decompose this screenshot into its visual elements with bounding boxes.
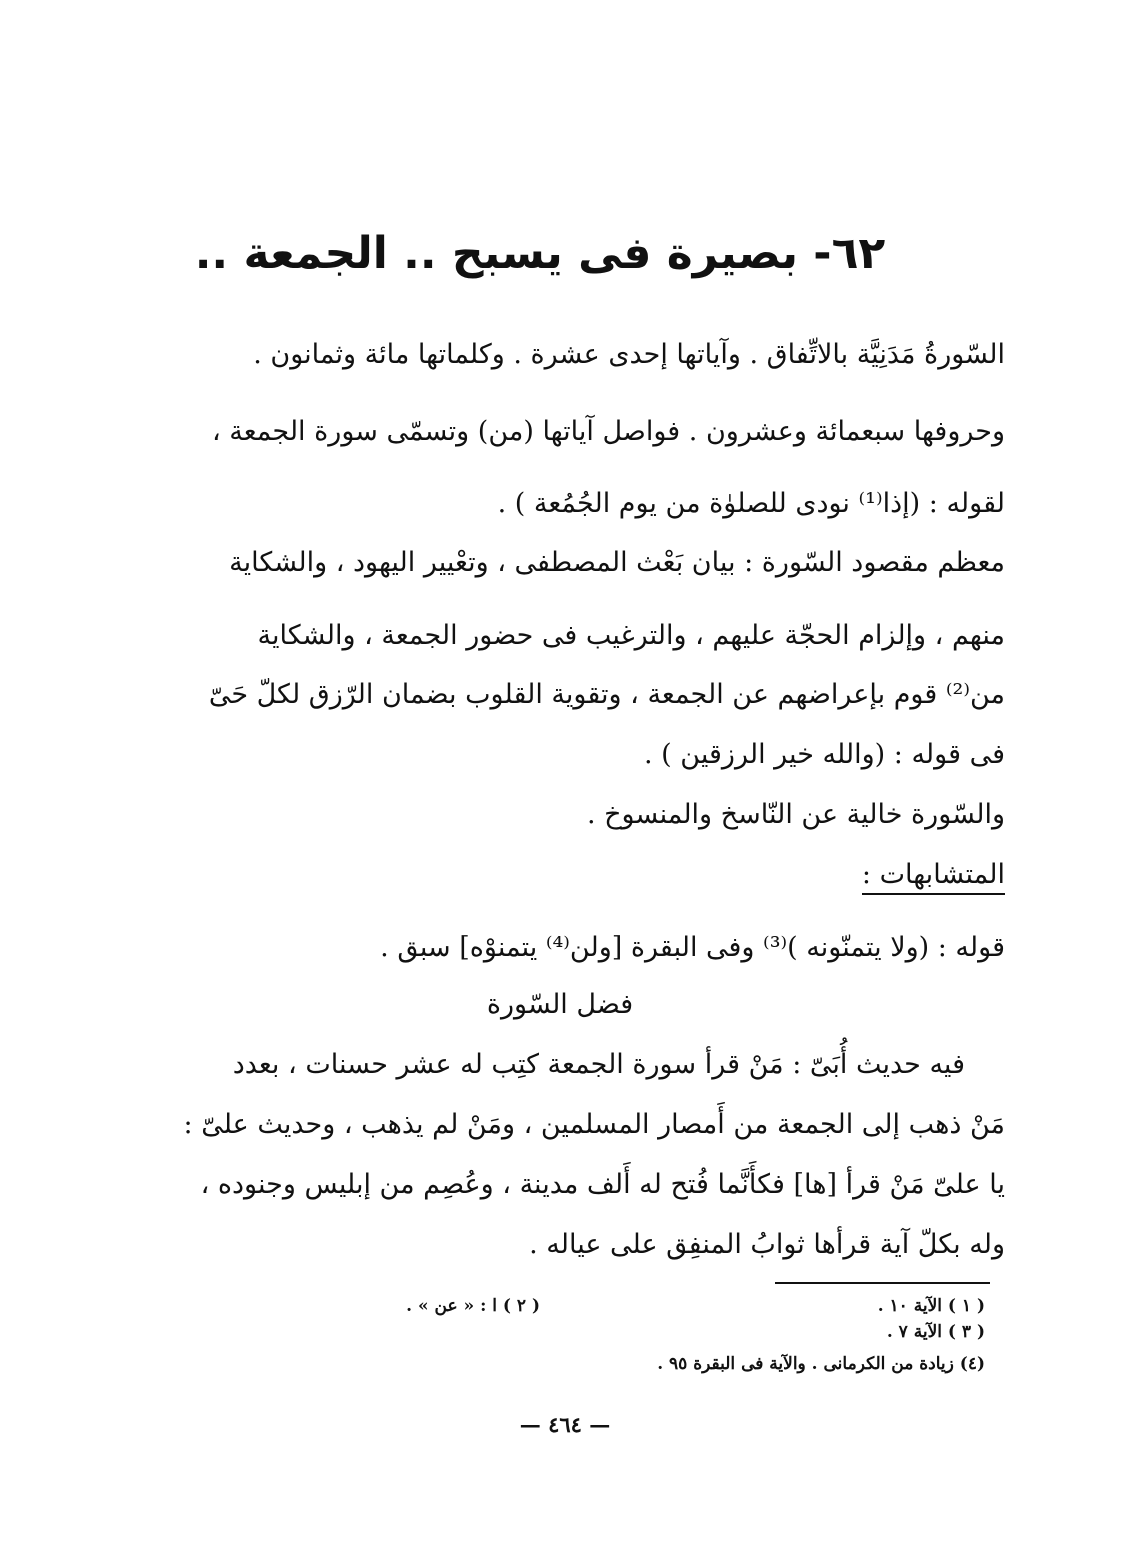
section-heading-virtue: فضل السّورة (486, 989, 634, 1020)
body-line-1: السّورةُ مَدَنِيَّة بالاتِّفاق . وآياتها إحدى عشرة . وكلماتها مائة وثمانون . (253, 339, 1005, 370)
body-line-13: مَنْ ذهب إلى الجمعة من أَمصار المسلمين ، ومَنْ لم يذهب ، وحديث علىّ : (183, 1109, 1005, 1140)
page-number: — ٤٦٤ — (519, 1412, 611, 1437)
body-line-8: والسّورة خالية عن النّاسخ والمنسوخ . (586, 799, 1005, 830)
chapter-title: ٦٢- بصيرة فى يسبح .. الجمعة .. (194, 228, 886, 279)
body-line-2: وحروفها سبعمائة وعشرون . فواصل آياتها (من) وتسمّى سورة الجمعة ، (211, 416, 1005, 447)
body-line-10: قوله : (ولا يتمنّونه )⁽³⁾ وفى البقرة [ولن⁽⁴⁾ يتمنوْه] سبق . (380, 932, 1005, 963)
footnote-separator (775, 1282, 990, 1284)
body-line-3: لقوله : (إذا⁽¹⁾ نودى للصلوٰة من يوم الجُمُعة ) . (497, 488, 1005, 519)
body-line-14: يا علىّ مَنْ قرأ [ها] فكأَنَّما فُتح له أَلف مدينة ، وعُصِم من إبليس وجنوده ، (200, 1169, 1005, 1200)
body-line-4: معظم مقصود السّورة : بيان بَعْث المصطفى ، وتعْيير اليهود ، والشكاية (229, 547, 1005, 578)
footnote-1: ( ١ ) الآية ١٠ . (877, 1296, 985, 1316)
body-line-5: منهم ، وإلزام الحجّة عليهم ، والترغيب فى حضور الجمعة ، والشكاية (257, 620, 1005, 651)
body-line-15: وله بكلّ آية قرأها ثوابُ المنفِق على عياله . (529, 1229, 1005, 1260)
footnote-3: ( ٣ ) الآية ٧ . (886, 1322, 985, 1342)
footnote-4: (٤) زيادة من الكرمانى . والآية فى البقرة ٩٥ . (657, 1354, 985, 1374)
body-line-7: فى قوله : (والله خير الرزقين ) . (644, 739, 1005, 770)
body-line-12: فيه حديث أُبَىّ : مَنْ قرأ سورة الجمعة كتِب له عشر حسنات ، بعدد (232, 1049, 965, 1080)
section-heading-similarities: المتشابهات : (115, 855, 1005, 899)
footnote-2: ( ٢ ) ا : « عن » . (406, 1296, 540, 1316)
body-line-6: من⁽²⁾ قوم بإعراضهم عن الجمعة ، وتقوية القلوب بضمان الرّزق لكلّ حَىّ (208, 679, 1005, 710)
